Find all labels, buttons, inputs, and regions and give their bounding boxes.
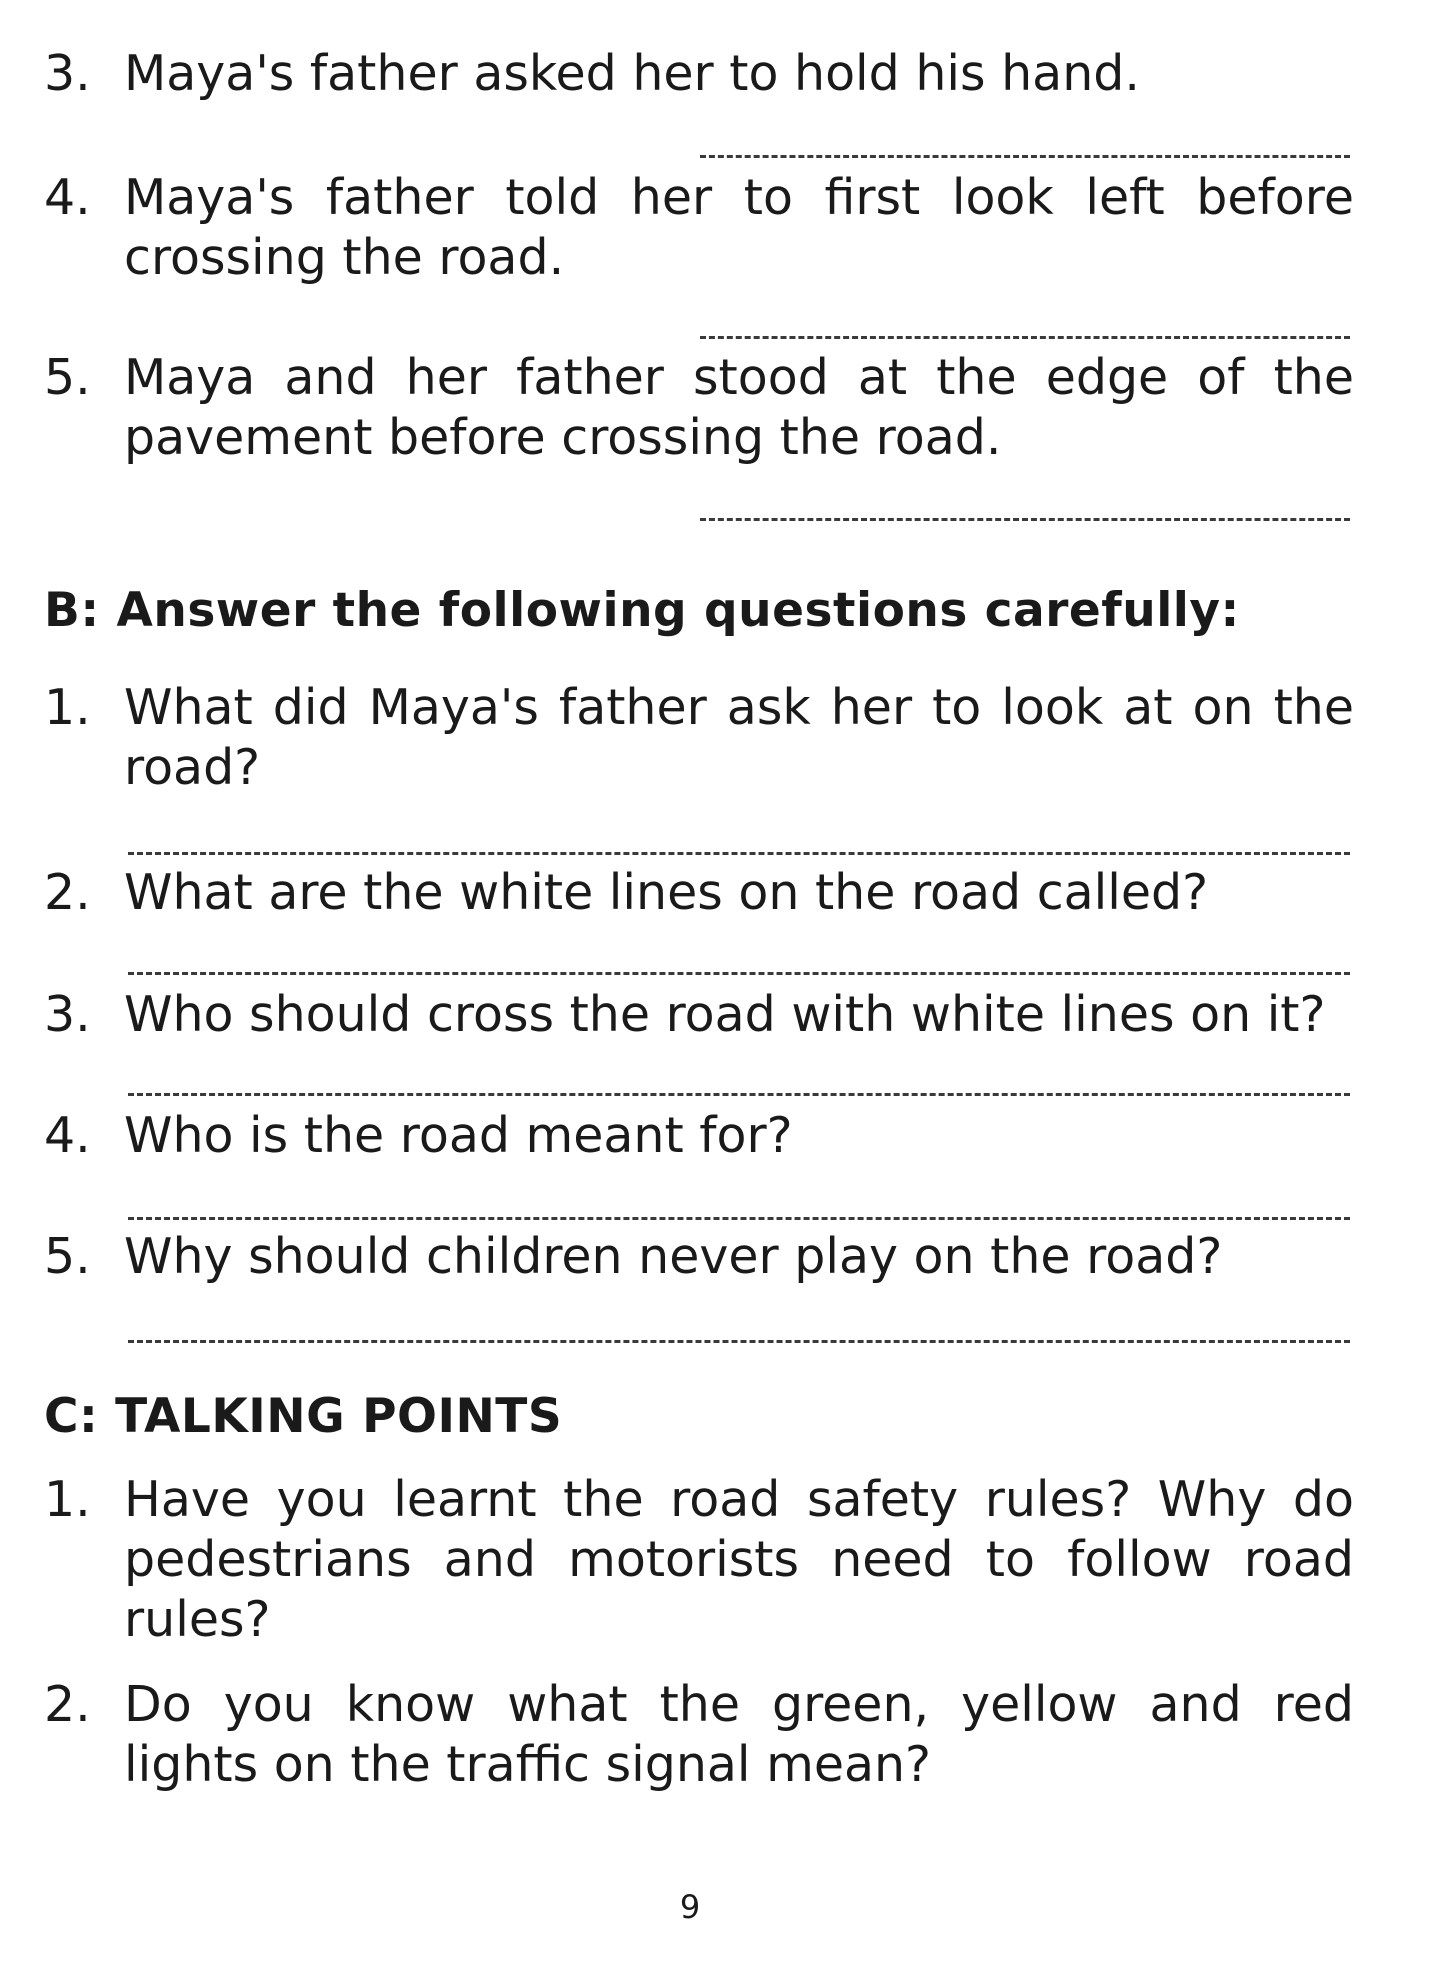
true-false-item-5 — [44, 348, 1354, 468]
question-item-2 — [44, 863, 1354, 923]
item-text-line: pavement before crossing the road. — [124, 409, 1002, 466]
talking-point-1 — [44, 1470, 1354, 1650]
section-c-heading: C: TALKING POINTS — [44, 1389, 563, 1444]
answer-line[interactable] — [700, 336, 1350, 339]
item-text-line: pedestrians and motorists need to follow road — [124, 1531, 1354, 1588]
item-text: Why should children never play on the road? — [124, 1228, 1223, 1285]
answer-line[interactable] — [128, 1340, 1350, 1343]
item-text: Who is the road meant for? — [124, 1107, 793, 1164]
item-number: 1. — [44, 1471, 91, 1528]
item-text-line: rules? — [124, 1591, 271, 1648]
question-item-5 — [44, 1227, 1354, 1287]
question-item-4 — [44, 1106, 1354, 1166]
question-item-1 — [44, 678, 1354, 798]
item-text-line: What did Maya's father ask her to look at on the — [124, 679, 1354, 736]
item-text: Maya's father asked her to hold his hand. — [124, 45, 1140, 102]
item-text-line: Do you know what the green, yellow and red — [124, 1676, 1354, 1733]
item-text — [124, 1470, 1354, 1650]
page-number: 9 — [679, 1888, 701, 1926]
item-number: 1. — [44, 679, 91, 736]
item-text-line: Maya and her father stood at the edge of the — [124, 349, 1354, 406]
item-text-line: lights on the traffic signal mean? — [124, 1736, 932, 1793]
answer-line[interactable] — [700, 518, 1350, 521]
item-number: 4. — [44, 1107, 91, 1164]
answer-line[interactable] — [700, 155, 1350, 158]
answer-line[interactable] — [128, 852, 1350, 855]
true-false-item-4 — [44, 168, 1354, 288]
true-false-item-3 — [44, 44, 1354, 104]
talking-point-2 — [44, 1675, 1354, 1795]
item-text — [124, 1675, 1354, 1795]
item-text-line: Have you learnt the road safety rules? Why do — [124, 1471, 1354, 1528]
question-item-3 — [44, 985, 1354, 1045]
answer-line[interactable] — [128, 1093, 1350, 1096]
item-text: What are the white lines on the road called? — [124, 864, 1209, 921]
item-number: 2. — [44, 864, 91, 921]
item-text-line: Maya's father told her to first look left before — [124, 169, 1354, 226]
item-text — [124, 678, 1354, 798]
answer-line[interactable] — [128, 1217, 1350, 1220]
item-number: 3. — [44, 986, 91, 1043]
answer-line[interactable] — [128, 972, 1350, 975]
item-text: Who should cross the road with white lines on it? — [124, 986, 1326, 1043]
item-text-line: crossing the road. — [124, 229, 565, 286]
item-number: 2. — [44, 1676, 91, 1733]
item-text — [124, 348, 1354, 468]
item-number: 5. — [44, 349, 91, 406]
item-text-line: road? — [124, 739, 261, 796]
section-b-heading: B: Answer the following questions carefully: — [44, 583, 1240, 638]
item-text — [124, 168, 1354, 288]
item-number: 3. — [44, 45, 91, 102]
item-number: 5. — [44, 1228, 91, 1285]
item-number: 4. — [44, 169, 91, 226]
